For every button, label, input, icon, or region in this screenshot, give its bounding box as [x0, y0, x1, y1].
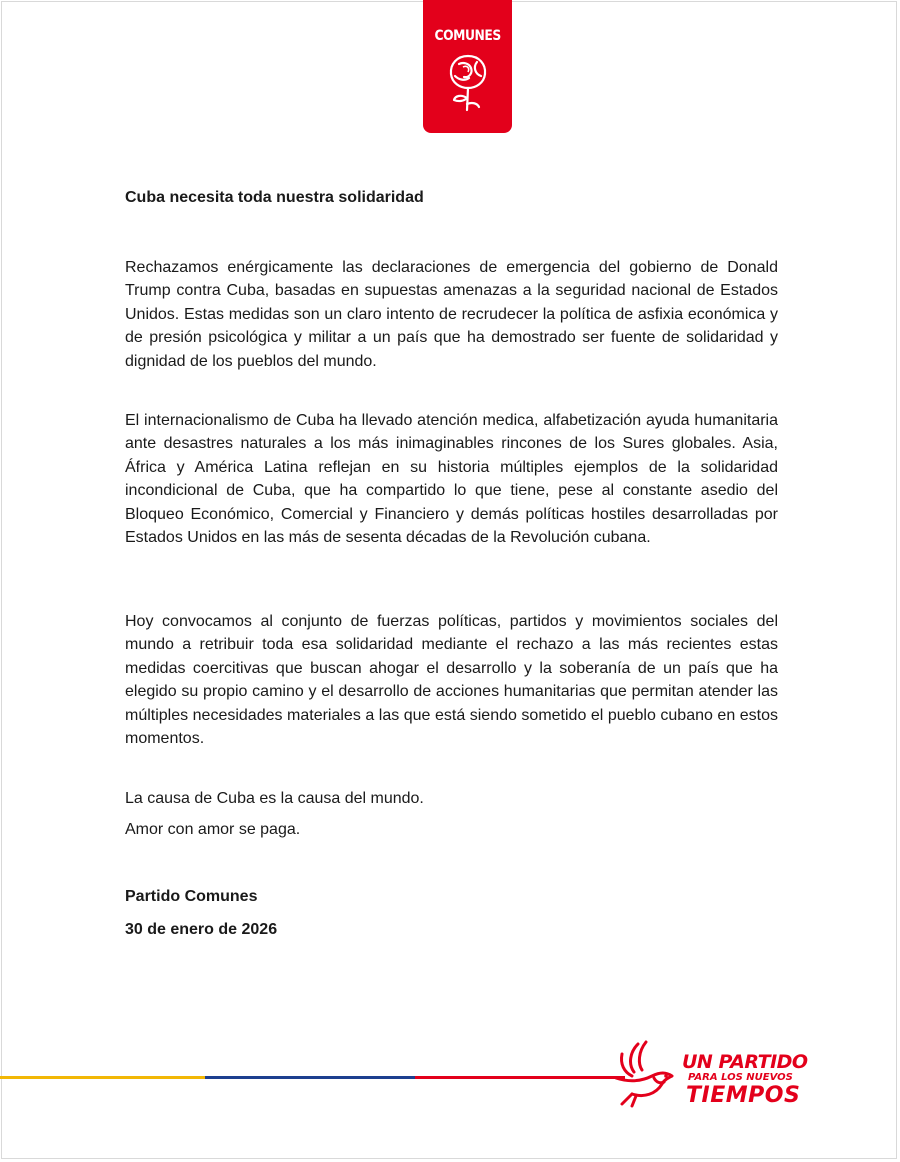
closing-line: La causa de Cuba es la causa del mundo. — [125, 790, 424, 807]
footer-slogan-logo — [608, 1038, 838, 1120]
slogan-line-2: PARA LOS NUEVOS — [688, 1072, 793, 1083]
page-border — [1, 1, 897, 1159]
signature-date: 30 de enero de 2026 — [125, 921, 278, 938]
slogan-line-1: UN PARTIDO — [682, 1051, 808, 1073]
document-title: Cuba necesita toda nuestra solidaridad — [125, 189, 424, 206]
stripe-yellow — [0, 1076, 205, 1079]
slogan — [682, 1052, 808, 1108]
logo-text: COMUNES — [434, 28, 501, 44]
rose-icon — [445, 50, 491, 116]
footer-stripes — [0, 1076, 625, 1079]
closing-line: Amor con amor se paga. — [125, 821, 301, 838]
stripe-blue — [205, 1076, 415, 1079]
signature-organization: Partido Comunes — [125, 888, 258, 905]
comunes-logo — [423, 0, 512, 133]
paragraph: Rechazamos enérgicamente las declaraciones de emergencia del gobierno de Donald Trump contra Cuba, basadas en supuestas amenazas a la seguridad nacional de Estados Unidos. Estas medidas son un claro intento de recrudecer la política de asfixia económica y de presión psicológica y militar a un país que ha demostrado ser fuente de solidaridad y dignidad de los pueblos del mundo. — [125, 259, 778, 370]
paragraph: El internacionalismo de Cuba ha llevado atención medica, alfabetización ayuda humanitaria ante desastres naturales a los más inimaginables rincones de los Sures globales. Asia, África y América Latina reflejan en su historia múltiples ejemplos de la solidaridad incondicional de Cuba, que ha compartido lo que tiene, pese al constante asedio del Bloqueo Económico, Comercial y Financiero y demás políticas hostiles desarrolladas por Estados Unidos en las más de sesenta décadas de la Revolución cubana. — [125, 412, 778, 547]
paragraph: Hoy convocamos al conjunto de fuerzas políticas, partidos y movimientos sociales del mundo a retribuir toda esa solidaridad mediante el rechazo a las más recientes estas medidas coercitivas que buscan ahogar el desarrollo y la soberanía de un país que ha elegido su propio camino y el desarrollo de acciones humanitarias que permitan atender las múltiples necesidades materiales a las que está siendo sometido el pueblo cubano en estos momentos. — [125, 613, 778, 748]
stripe-red — [415, 1076, 625, 1079]
slogan-line-3: TIEMPOS — [686, 1083, 801, 1108]
dove-icon — [608, 1038, 680, 1110]
